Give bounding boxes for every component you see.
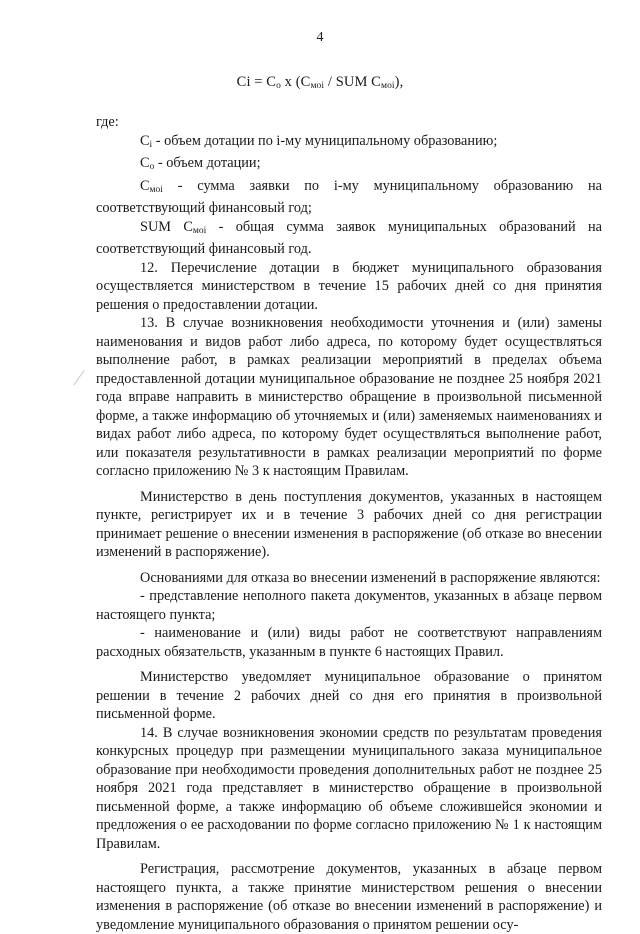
formula-part: / SUM C [324,74,381,90]
formula-part: Ci = C [236,74,277,90]
symbol-subscript: o [149,162,155,172]
definition-text: - общая сумма заявок муниципальных образований на соответствующий финансовый год. [96,218,602,257]
paragraph-13: 13. В случае возникновения необходимости уточнения и (или) замены наименования и видов работ либо адреса, по которому будет осуществляться выполнение работ, в рамках реализации мероприятий в пределах объема предоставленной дотации муниципальное образование не позднее 25 ноября 2021 года вправе направить в министерство обращение в произвольной письменной форме, а также информацию об уточняемых и (или) заменяемых наименованиях и видах работ либо адреса, по которому будет осуществляться выполнение работ, или показателя результативности в рамках реализации мероприятий по форме согласно приложению № 3 к настоящим Правилам. [96,315,602,479]
paragraph-13-grounds: Основаниями для отказа во внесении изменений в распоряжение являются: [140,569,601,586]
symbol-subscript: мoi [192,225,207,236]
definition-co [96,154,602,177]
formula-part: x (C [280,74,311,90]
formula-part: ), [394,74,404,90]
definition-text: - объем дотации; [154,155,261,171]
page-number: 4 [316,30,324,45]
margin-mark [73,370,87,388]
paragraph-13-notify: Министерство уведомляет муниципальное образование о принятом решении в течение 2 рабочих дней со дня его принятия в произвольной письменной форме. [96,669,602,722]
definition-text: - сумма заявки по i-му муниципальному образованию на соответствующий финансовый год; [96,177,602,216]
paragraph-13-item-1: - представление неполного пакета документов, указанных в абзаце первом настоящего пункта; [96,588,602,623]
document-body [96,113,602,934]
paragraph-13-item-2: - наименование и (или) виды работ не соответствуют направлениям расходных обязательств, указанным в пункте 6 настоящих Правил. [96,625,602,660]
dotation-formula [0,74,640,91]
symbol-subscript: i [149,139,153,150]
definition-sum [96,218,602,259]
definition-text: - объем дотации по i-му муниципальному образованию; [152,132,498,149]
symbol: C [140,155,150,171]
formula-subscript: o [276,81,281,91]
paragraph-14: 14. В случае возникновения экономии средств по результатам проведения конкурсных процедур при размещении муниципального заказа муниципальное образование при необходимости проведения дополнительных работ не позднее 25 ноября 2021 года представляет в министерство обращение в произвольной письменной форме, а также информацию об объеме сложившейся экономии и предложения о ее расходовании по форме согласно приложению № 1 к настоящим Правилам. [96,724,602,852]
where-label: где: [96,114,119,130]
symbol-subscript: мoi [149,184,163,195]
paragraph-12: 12. Перечисление дотации в бюджет муниципального образования осуществляется министерством в течение 15 рабочих дней со дня принятия решения о предоставлении дотации. [96,259,602,313]
symbol: SUM C [140,218,193,235]
paragraph-14-registration: Регистрация, рассмотрение документов, указанных в абзаце первом настоящего пункта, а также принятие министерством решения о внесении изменения в распоряжение (об отказе во внесении изменений в распоряжение) и уведомление муниципального образования о принятом решении осу- [96,861,602,933]
symbol: C [140,132,150,149]
formula-subscript: мoi [380,81,395,91]
definition-ci [96,132,602,155]
formula-subscript: мoi [310,81,325,91]
paragraph-13-ministry: Министерство в день поступления документов, указанных в настоящем пункте, регистрирует их и в течение 3 рабочих дней со дня регистрации принимает решение о внесении изменения в распоряжение (об отказе во внесении изменений в распоряжение). [96,488,602,560]
symbol: C [140,177,150,194]
definition-cmoi [96,177,602,218]
